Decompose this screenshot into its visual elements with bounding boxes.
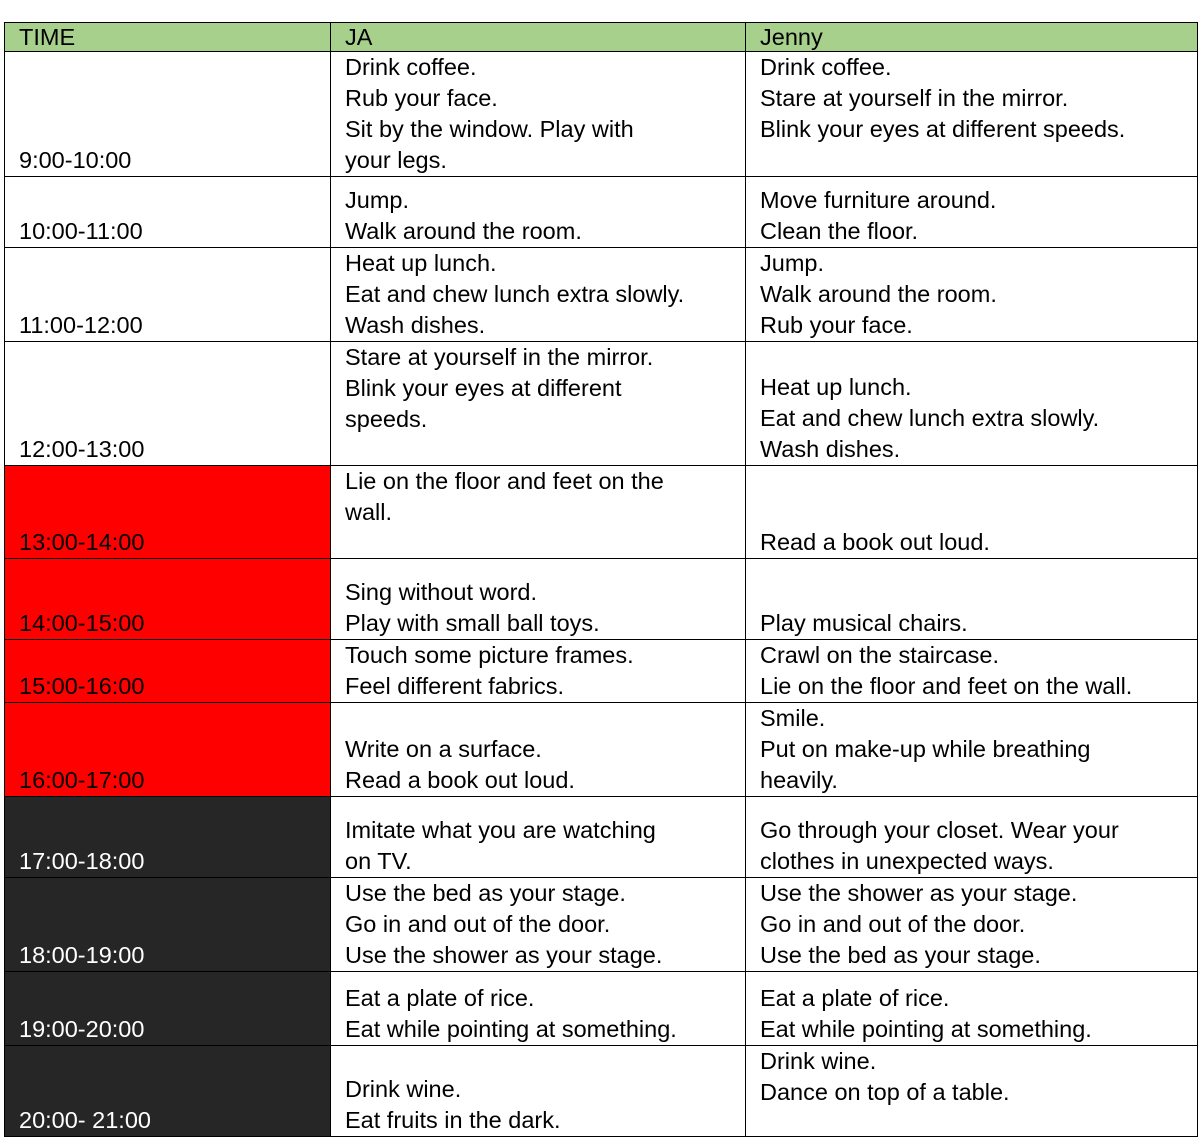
jenny-activity-line: Lie on the floor and feet on the wall. xyxy=(760,673,1133,699)
time-slot-cell: 15:00-16:00 xyxy=(5,640,331,703)
ja-activity-cell xyxy=(331,1046,746,1137)
jenny-activity-cell xyxy=(746,640,1198,703)
ja-activity-line: on TV. xyxy=(345,848,412,874)
table-row xyxy=(5,177,1198,248)
table-row xyxy=(5,52,1198,177)
ja-activity-line: Read a book out loud. xyxy=(345,767,575,793)
jenny-activity-line: Smile. xyxy=(760,705,826,731)
jenny-activity-cell xyxy=(746,342,1198,466)
ja-activity-cell xyxy=(331,559,746,640)
table-row xyxy=(5,797,1198,878)
time-slot-cell: 20:00- 21:00 xyxy=(5,1046,331,1137)
ja-activity-cell xyxy=(331,703,746,797)
jenny-activity-cell xyxy=(746,466,1198,559)
time-slot-cell: 13:00-14:00 xyxy=(5,466,331,559)
jenny-activity-line: Jump. xyxy=(760,250,824,276)
header-jenny: Jenny xyxy=(746,23,1198,52)
time-slot-cell: 17:00-18:00 xyxy=(5,797,331,878)
table-row xyxy=(5,342,1198,466)
ja-activity-line: Sing without word. xyxy=(345,579,538,605)
ja-activity-line: Lie on the floor and feet on the xyxy=(345,468,664,494)
jenny-activity-line: Drink wine. xyxy=(760,1048,877,1074)
header-time: TIME xyxy=(5,23,331,52)
table-row xyxy=(5,972,1198,1046)
ja-activity-line: Imitate what you are watching xyxy=(345,817,656,843)
jenny-activity-cell xyxy=(746,972,1198,1046)
table-row xyxy=(5,878,1198,972)
table-body xyxy=(5,52,1198,1137)
time-slot-cell: 9:00-10:00 xyxy=(5,52,331,177)
schedule-table xyxy=(4,22,1198,1137)
time-slot-cell: 12:00-13:00 xyxy=(5,342,331,466)
ja-activity-line: Eat and chew lunch extra slowly. xyxy=(345,281,685,307)
time-slot-cell: 10:00-11:00 xyxy=(5,177,331,248)
ja-activity-line: Walk around the room. xyxy=(345,218,582,244)
ja-activity-line: Drink coffee. xyxy=(345,54,477,80)
jenny-activity-line: Drink coffee. xyxy=(760,54,892,80)
jenny-activity-line: Read a book out loud. xyxy=(760,529,990,555)
jenny-activity-line: Move furniture around. xyxy=(760,187,997,213)
table-row xyxy=(5,559,1198,640)
ja-activity-line: speeds. xyxy=(345,406,428,432)
jenny-activity-line: Wash dishes. xyxy=(760,436,901,462)
jenny-activity-line: Crawl on the staircase. xyxy=(760,642,1000,668)
jenny-activity-line: Heat up lunch. xyxy=(760,374,912,400)
ja-activity-line: Drink wine. xyxy=(345,1076,462,1102)
jenny-activity-cell xyxy=(746,1046,1198,1137)
jenny-activity-line: Stare at yourself in the mirror. xyxy=(760,85,1069,111)
ja-activity-cell xyxy=(331,342,746,466)
ja-activity-line: wall. xyxy=(345,499,393,525)
ja-activity-cell xyxy=(331,972,746,1046)
jenny-activity-line: heavily. xyxy=(760,767,838,793)
jenny-activity-line: Put on make-up while breathing xyxy=(760,736,1091,762)
table-row xyxy=(5,703,1198,797)
jenny-activity-cell xyxy=(746,797,1198,878)
jenny-activity-line: Eat while pointing at something. xyxy=(760,1016,1092,1042)
ja-activity-line: Rub your face. xyxy=(345,85,498,111)
schedule-wrapper xyxy=(4,22,1198,1137)
jenny-activity-line: Use the bed as your stage. xyxy=(760,942,1041,968)
ja-activity-line: Wash dishes. xyxy=(345,312,486,338)
jenny-activity-line: clothes in unexpected ways. xyxy=(760,848,1054,874)
ja-activity-line: Eat while pointing at something. xyxy=(345,1016,677,1042)
jenny-activity-line: Rub your face. xyxy=(760,312,913,338)
ja-activity-line: Stare at yourself in the mirror. xyxy=(345,344,654,370)
jenny-activity-line: Eat and chew lunch extra slowly. xyxy=(760,405,1100,431)
jenny-activity-line: Clean the floor. xyxy=(760,218,919,244)
jenny-activity-cell xyxy=(746,878,1198,972)
ja-activity-line: Write on a surface. xyxy=(345,736,542,762)
time-slot-cell: 16:00-17:00 xyxy=(5,703,331,797)
jenny-activity-line: Walk around the room. xyxy=(760,281,997,307)
jenny-activity-line: Blink your eyes at different speeds. xyxy=(760,116,1126,142)
jenny-activity-line: Use the shower as your stage. xyxy=(760,880,1078,906)
ja-activity-cell xyxy=(331,640,746,703)
time-slot-cell: 14:00-15:00 xyxy=(5,559,331,640)
ja-activity-line: Eat a plate of rice. xyxy=(345,985,535,1011)
jenny-activity-cell xyxy=(746,703,1198,797)
ja-activity-line: Heat up lunch. xyxy=(345,250,497,276)
ja-activity-line: Use the bed as your stage. xyxy=(345,880,626,906)
ja-activity-line: your legs. xyxy=(345,147,447,173)
header-row xyxy=(5,23,1198,52)
ja-activity-line: Use the shower as your stage. xyxy=(345,942,663,968)
ja-activity-line: Blink your eyes at different xyxy=(345,375,622,401)
table-row xyxy=(5,1046,1198,1137)
ja-activity-cell xyxy=(331,797,746,878)
ja-activity-line: Feel different fabrics. xyxy=(345,673,565,699)
jenny-activity-cell xyxy=(746,177,1198,248)
jenny-activity-cell xyxy=(746,248,1198,342)
time-slot-cell: 19:00-20:00 xyxy=(5,972,331,1046)
table-header xyxy=(5,23,1198,52)
ja-activity-line: Play with small ball toys. xyxy=(345,610,600,636)
jenny-activity-line: Eat a plate of rice. xyxy=(760,985,950,1011)
table-row xyxy=(5,248,1198,342)
ja-activity-line: Go in and out of the door. xyxy=(345,911,611,937)
table-row xyxy=(5,640,1198,703)
ja-activity-cell xyxy=(331,248,746,342)
jenny-activity-cell xyxy=(746,559,1198,640)
ja-activity-cell xyxy=(331,466,746,559)
ja-activity-line: Eat fruits in the dark. xyxy=(345,1107,561,1133)
time-slot-cell: 18:00-19:00 xyxy=(5,878,331,972)
ja-activity-cell xyxy=(331,177,746,248)
jenny-activity-line: Play musical chairs. xyxy=(760,610,968,636)
ja-activity-cell xyxy=(331,52,746,177)
table-row xyxy=(5,466,1198,559)
ja-activity-line: Jump. xyxy=(345,187,409,213)
jenny-activity-line: Go in and out of the door. xyxy=(760,911,1026,937)
ja-activity-line: Sit by the window. Play with xyxy=(345,116,634,142)
header-ja: JA xyxy=(331,23,746,52)
jenny-activity-line: Dance on top of a table. xyxy=(760,1079,1010,1105)
time-slot-cell: 11:00-12:00 xyxy=(5,248,331,342)
jenny-activity-line: Go through your closet. Wear your xyxy=(760,817,1119,843)
jenny-activity-cell xyxy=(746,52,1198,177)
ja-activity-cell xyxy=(331,878,746,972)
ja-activity-line: Touch some picture frames. xyxy=(345,642,634,668)
